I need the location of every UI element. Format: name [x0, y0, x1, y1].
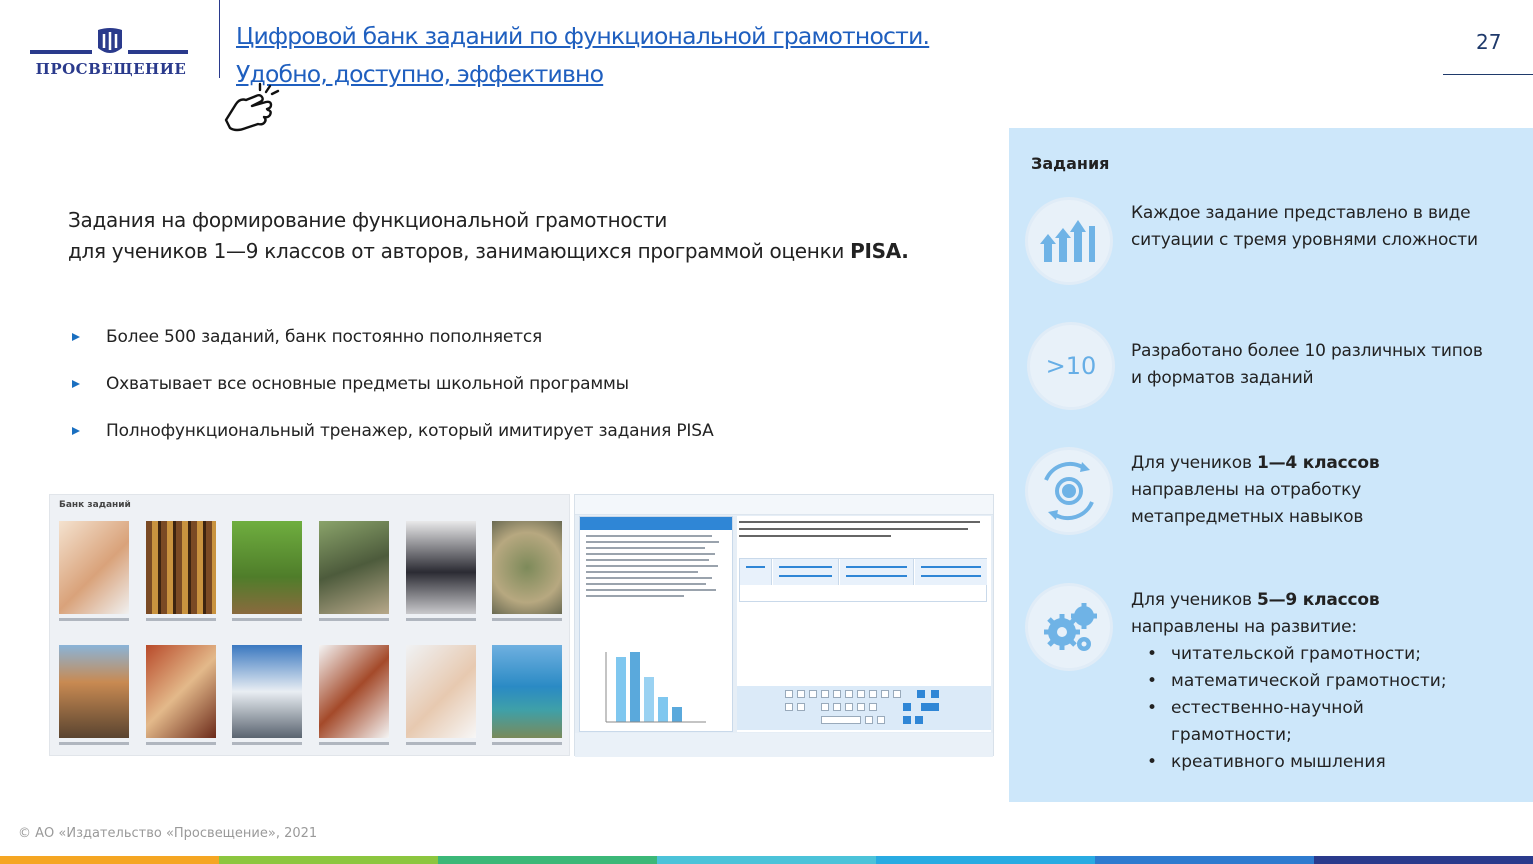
task-thumbnail[interactable] [319, 645, 389, 738]
hand-pointer-icon[interactable] [222, 82, 280, 134]
feature-text-primary [1131, 450, 1491, 531]
lead-text [68, 205, 909, 267]
task-thumbnail[interactable] [232, 645, 302, 738]
skill-item: • креативного мышления [1131, 749, 1511, 776]
bullet-arrow-icon [72, 427, 80, 435]
skill-item: • математической грамотности; [1131, 668, 1511, 695]
task-bank-screenshot [49, 494, 570, 756]
virtual-keyboard[interactable] [737, 686, 991, 730]
footer-bar-segment [438, 856, 657, 864]
title-line-1[interactable]: Цифровой банк заданий по функциональной грамотности. [236, 22, 930, 50]
bullet-text: Более 500 заданий, банк постоянно пополняется [106, 326, 543, 347]
task-thumbnail[interactable] [406, 521, 476, 614]
task-thumbnail[interactable] [406, 645, 476, 738]
simulator-footer [575, 733, 993, 757]
copyright: © АО «Издательство «Просвещение», 2021 [18, 826, 318, 841]
middle-suffix: направлены на развитие: [1131, 617, 1357, 637]
logo-text: ПРОСВЕЩЕНИЕ [35, 60, 187, 78]
gears-icon [1028, 586, 1110, 668]
primary-suffix: направлены на отработку метапредметных навыков [1131, 480, 1364, 527]
bullet-text: Полнофункциональный тренажер, который имитирует задания PISA [106, 420, 714, 441]
lead-line-2-text: для учеников 1—9 классов от авторов, занимающихся программой оценки [68, 239, 851, 263]
more-than-ten-icon [1030, 325, 1112, 407]
primary-prefix: Для учеников [1131, 453, 1257, 473]
page-number-underline [1443, 74, 1533, 75]
footer-bar-segment [876, 856, 1095, 864]
task-thumbnail[interactable] [146, 645, 216, 738]
skill-item: • читательской грамотности; [1131, 641, 1511, 668]
footer-bar-segment [1314, 856, 1533, 864]
middle-grades: 5—9 классов [1257, 590, 1380, 610]
situation-chart-image [586, 647, 726, 727]
task-bank-caption: Банк заданий [59, 500, 131, 510]
task-thumbnail[interactable] [59, 521, 129, 614]
task-thumbnail[interactable] [319, 521, 389, 614]
publisher-logo [28, 24, 194, 84]
primary-grades: 1—4 классов [1257, 453, 1380, 473]
feature-text-middle [1131, 587, 1511, 641]
footer-bar-segment [0, 856, 219, 864]
task-thumbnail[interactable] [232, 521, 302, 614]
answer-table[interactable] [739, 558, 987, 602]
feature-bullets [72, 313, 714, 454]
page-number: 27 [1476, 30, 1502, 54]
task-thumbnail[interactable] [492, 521, 562, 614]
page-title-link[interactable] [236, 17, 929, 93]
lead-line-2 [68, 236, 909, 267]
panel-title: Задания [1031, 154, 1110, 173]
lead-line-1: Задания на формирование функциональной грамотности [68, 208, 668, 232]
bullet-item [72, 360, 714, 407]
feature-text-types: Разработано более 10 различных типов и форматов заданий [1131, 341, 1483, 388]
growth-arrows-icon [1028, 200, 1110, 282]
cycle-gear-icon [1028, 450, 1110, 532]
bullet-item [72, 313, 714, 360]
footer-bar-segment [1095, 856, 1314, 864]
tasks-info-panel [1009, 128, 1533, 802]
footer-bar-segment [657, 856, 876, 864]
skills-list [1131, 641, 1511, 776]
header-divider [219, 0, 220, 78]
skill-item: • естественно-научной грамотности; [1131, 695, 1391, 749]
middle-prefix: Для учеников [1131, 590, 1257, 610]
bullet-item [72, 407, 714, 454]
task-thumbnail[interactable] [492, 645, 562, 738]
situation-panel [579, 516, 733, 732]
bullet-arrow-icon [72, 333, 80, 341]
title-line-2[interactable]: Удобно, доступно, эффективно [236, 60, 604, 88]
simulator-toolbar [575, 495, 993, 515]
task-simulator-screenshot [574, 494, 994, 756]
situation-header [580, 517, 732, 530]
feature-text-levels: Каждое задание представлено в виде ситуации с тремя уровнями сложности [1131, 203, 1478, 250]
footer-bar-segment [219, 856, 438, 864]
bullet-arrow-icon [72, 380, 80, 388]
lead-pisa: PISA. [850, 239, 909, 263]
more-than-ten-label: >10 [1045, 352, 1097, 380]
logo-line-right [128, 50, 188, 54]
publisher-emblem-icon [96, 26, 124, 58]
task-thumbnail[interactable] [146, 521, 216, 614]
bullet-text: Охватывает все основные предметы школьной программы [106, 373, 629, 394]
footer-color-bar [0, 856, 1533, 864]
logo-line-left [30, 50, 92, 54]
task-thumbnail[interactable] [59, 645, 129, 738]
question-panel [737, 516, 991, 732]
